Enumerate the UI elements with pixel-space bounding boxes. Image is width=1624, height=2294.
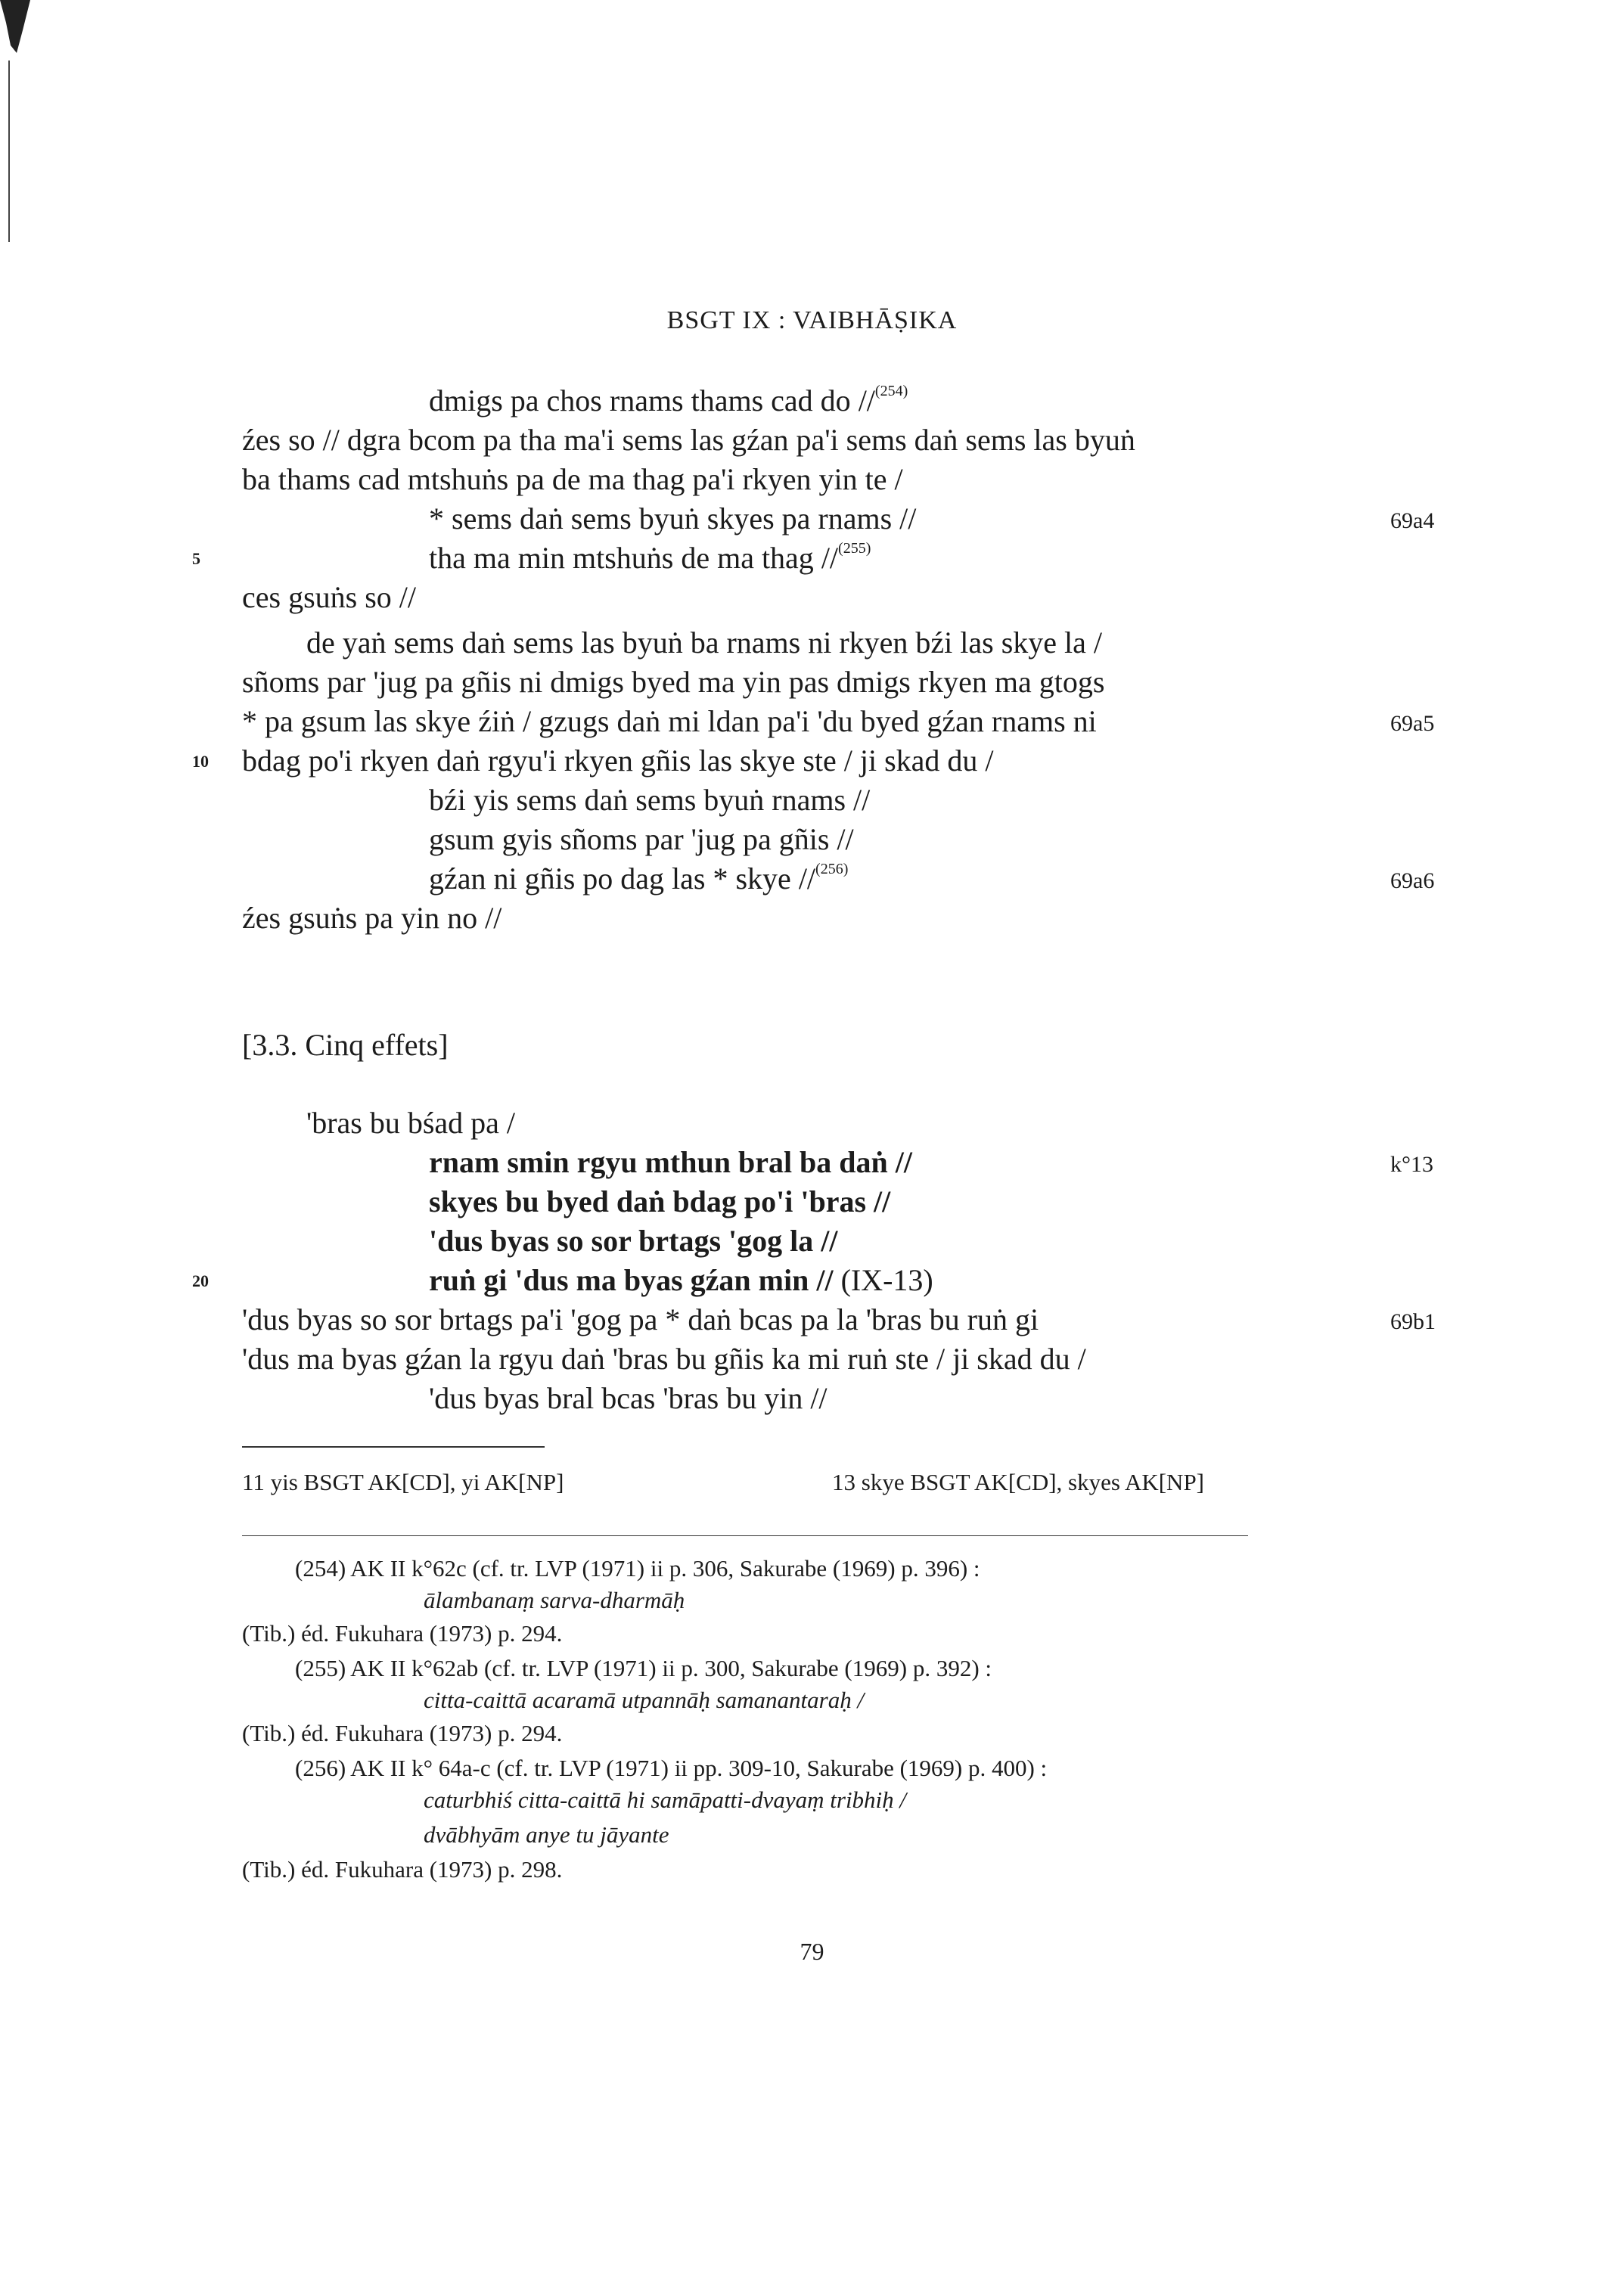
folio-ref: 69b1 — [1390, 1309, 1436, 1334]
footnote-ref: (254) — [874, 383, 908, 399]
footnote-tib: (Tib.) éd. Fukuhara (1973) p. 294. — [242, 1720, 563, 1746]
footnote-ref: (256) — [815, 861, 849, 877]
karika-line: ruṅ gi 'dus ma byas gźan min // (IX-13) — [429, 1263, 933, 1297]
text-line: ba thams cad mtshuṅs pa de ma thag pa'i rkyen yin te / — [242, 462, 903, 496]
footnote-sanskrit: caturbhiś citta-caittā hi samāpatti-dvayaṃ tribhiḥ / — [424, 1786, 907, 1813]
karika-line: skyes bu byed daṅ bdag po'i 'bras // — [429, 1184, 891, 1218]
page-number: 79 — [800, 1938, 824, 1965]
text-line: 'dus byas so sor brtags pa'i 'gog pa * daṅ bcas pa la 'bras bu ruṅ gi — [242, 1302, 1039, 1336]
footnote-ref: (255) — [838, 540, 871, 557]
footnote: (254) AK II k°62c (cf. tr. LVP (1971) ii p. 306, Sakurabe (1969) p. 396) : — [295, 1555, 980, 1582]
text-line: źes gsuṅs pa yin no // — [242, 901, 502, 935]
text-line: sñoms par 'jug pa gñis ni dmigs byed ma yin pas dmigs rkyen ma gtogs — [242, 665, 1105, 699]
footnote: (255) AK II k°62ab (cf. tr. LVP (1971) ii p. 300, Sakurabe (1969) p. 392) : — [295, 1655, 992, 1681]
verse-line: bźi yis sems daṅ sems byuṅ rnams // — [429, 783, 871, 817]
verse-line: gsum gyis sñoms par 'jug pa gñis // — [429, 822, 854, 856]
line-number: 10 — [192, 752, 209, 771]
section-heading: [3.3. Cinq effets] — [242, 1028, 449, 1062]
karika-line: rnam smin rgyu mthun bral ba daṅ // — [429, 1145, 913, 1179]
folio-ref: 69a4 — [1390, 508, 1435, 533]
footnote-sanskrit: citta-caittā acaramā utpannāḥ samanantaraḥ / — [424, 1687, 865, 1713]
text-line: 'dus ma byas gźan la rgyu daṅ 'bras bu gñis ka mi ruṅ ste / ji skad du / — [242, 1342, 1086, 1376]
verse-line: gźan ni gñis po dag las * skye //$^{(256)}$ — [429, 861, 849, 896]
text-line: * pa gsum las skye źiṅ / gzugs daṅ mi ldan pa'i 'du byed gźan rnams ni — [242, 704, 1097, 738]
line-number: 20 — [192, 1271, 209, 1290]
scan-edge-mark — [0, 0, 33, 250]
footnote-sanskrit: dvābhyām anye tu jāyante — [424, 1821, 669, 1848]
folio-ref: 69a6 — [1390, 868, 1435, 893]
text-line: ces gsuṅs so // — [242, 580, 416, 614]
footnote-sanskrit: ālambanaṃ sarva-dharmāḥ — [424, 1587, 685, 1613]
text-line: 'bras bu bśad pa / — [306, 1106, 516, 1140]
verse-line: 'dus byas bral bcas 'bras bu yin // — [429, 1381, 828, 1415]
divider — [242, 1535, 1248, 1536]
text-line: dmigs pa chos rnams thams cad do //$^{(254)}$ — [429, 383, 908, 418]
verse-line: * sems daṅ sems byuṅ skyes pa rnams // — [429, 501, 917, 535]
text-line: de yaṅ sems daṅ sems las byuṅ ba rnams ni rkyen bźi las skye la / — [306, 625, 1102, 660]
karika-line: 'dus byas so sor brtags 'gog la // — [429, 1224, 838, 1258]
apparatus-entry: 13 skye BSGT AK[CD], skyes AK[NP] — [832, 1469, 1205, 1495]
text-line: bdag po'i rkyen daṅ rgyu'i rkyen gñis las skye ste / ji skad du / — [242, 743, 994, 778]
verse-line: tha ma min mtshuṅs de ma thag //$^{(255)}$ — [429, 540, 871, 575]
footnote-tib: (Tib.) éd. Fukuhara (1973) p. 298. — [242, 1856, 563, 1883]
footnote-tib: (Tib.) éd. Fukuhara (1973) p. 294. — [242, 1620, 563, 1647]
footnote: (256) AK II k° 64a-c (cf. tr. LVP (1971) ii pp. 309-10, Sakurabe (1969) p. 400) : — [295, 1755, 1048, 1781]
text-line: źes so // dgra bcom pa tha ma'i sems las gźan pa'i sems daṅ sems las byuṅ — [242, 423, 1135, 457]
divider — [242, 1446, 545, 1448]
folio-ref: 69a5 — [1390, 711, 1435, 736]
apparatus-entry: 11 yis BSGT AK[CD], yi AK[NP] — [242, 1469, 564, 1495]
running-head: BSGT IX : VAIBHĀṢIKA — [666, 306, 958, 334]
karika-ref: k°13 — [1390, 1152, 1433, 1177]
line-number: 5 — [192, 549, 200, 568]
